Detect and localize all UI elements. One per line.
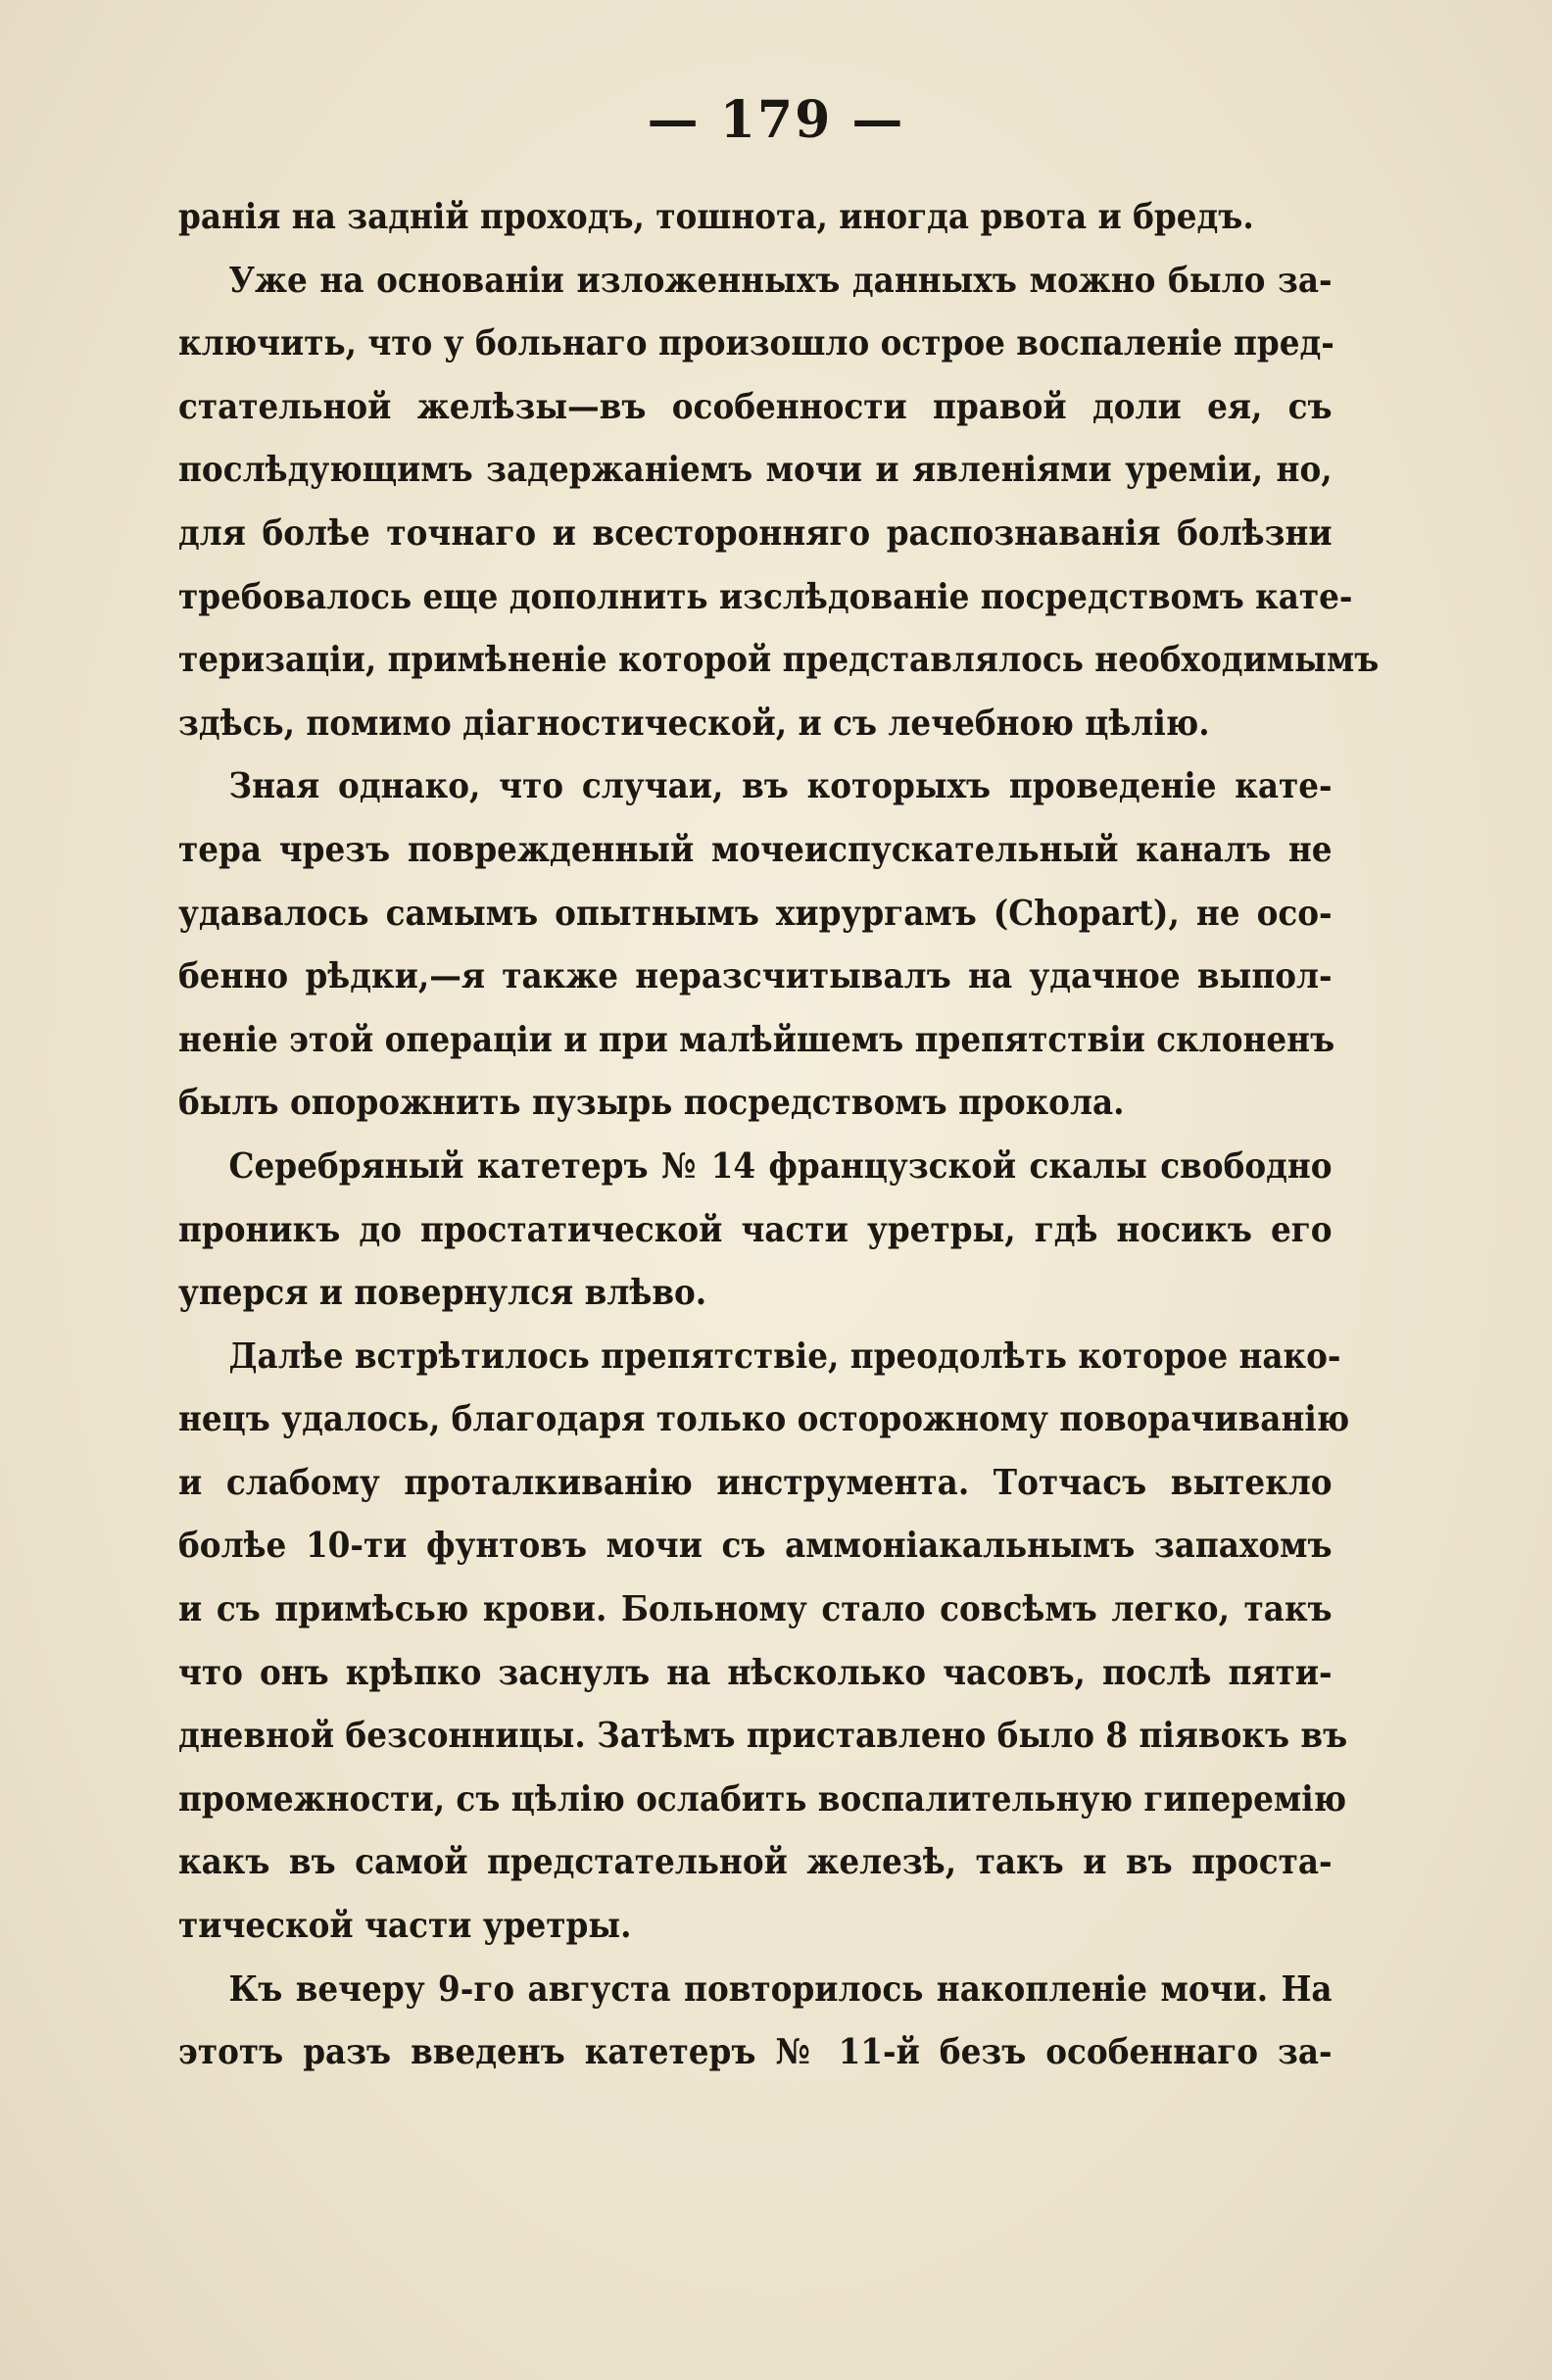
text-line: послѣдующимъ задержаніемъ мочи и явленіями уреміи, но, (178, 450, 1333, 491)
text-line: проникъ до простатической части уретры, гдѣ носикъ его (178, 1209, 1333, 1250)
text-line: болѣе 10-ти фунтовъ мочи съ аммоніакальнымъ запахомъ (178, 1526, 1333, 1567)
text-line: стательной желѣзы—въ особенности правой доли ея, съ (178, 386, 1333, 427)
text-line: Уже на основаніи изложенныхъ данныхъ можно было за- (228, 260, 1333, 301)
text-line: промежности, съ цѣлію ослабить воспалительную гиперемію (178, 1778, 1347, 1820)
text-line: былъ опорожнить пузырь посредствомъ прокола. (178, 1083, 1125, 1124)
text-line: уперся и повернулся влѣво. (178, 1273, 707, 1314)
text-line: ранія на задній проходъ, тошнота, иногда рвота и бредъ. (178, 197, 1254, 237)
text-line: и слабому проталкиванію инструмента. Тотчасъ вытекло (178, 1462, 1333, 1503)
text-line: какъ въ самой предстательной железѣ, такъ и въ проста- (178, 1842, 1333, 1883)
text-line: тера чрезъ поврежденный мочеиспускательный каналъ не (178, 829, 1333, 870)
text-line: Серебряный катетеръ № 14 французской скалы свободно (228, 1145, 1333, 1187)
text-line: неніе этой операціи и при малѣйшемъ препятствіи склоненъ (178, 1019, 1335, 1060)
text-line: этотъ разъ введенъ катетеръ № 11-й безъ особеннаго за- (178, 2032, 1333, 2073)
text-line: Далѣе встрѣтилось препятствіе, преодолѣть которое нако- (228, 1336, 1341, 1377)
text-line: Къ вечеру 9-го августа повторилось накопленіе мочи. На (228, 1968, 1333, 2010)
text-line: Зная однако, что случаи, въ которыхъ проведеніе кате- (228, 766, 1333, 807)
text-line: здѣсь, помимо діагностической, и съ лечебною цѣлію. (178, 703, 1210, 744)
text-line: удавалось самымъ опытнымъ хирургамъ (Chopart), не осо- (178, 893, 1333, 934)
text-line: и съ примѣсью крови. Больному стало совсѣмъ легко, такъ (178, 1589, 1333, 1630)
text-line: теризаціи, примѣненіе которой представлялось необходимымъ (178, 640, 1380, 681)
text-line: ключить, что у больнаго произошло острое воспаленіе пред- (178, 323, 1334, 364)
page-number: — 179 — (647, 90, 905, 150)
text-line: дневной безсонницы. Затѣмъ приставлено было 8 піявокъ въ (178, 1716, 1348, 1757)
text-line: для болѣе точнаго и всесторонняго распознаванія болѣзни (178, 512, 1333, 554)
text-line: нецъ удалось, благодаря только осторожному поворачиванію (178, 1399, 1350, 1440)
page-body (178, 186, 1380, 2085)
text-line: тической части уретры. (178, 1906, 632, 1947)
text-line: требовалось еще дополнить изслѣдованіе посредствомъ кате- (178, 576, 1353, 617)
text-line: бенно рѣдки,—я также неразсчитывалъ на удачное выпол- (178, 956, 1333, 997)
text-line: что онъ крѣпко заснулъ на нѣсколько часовъ, послѣ пяти- (178, 1652, 1333, 1693)
